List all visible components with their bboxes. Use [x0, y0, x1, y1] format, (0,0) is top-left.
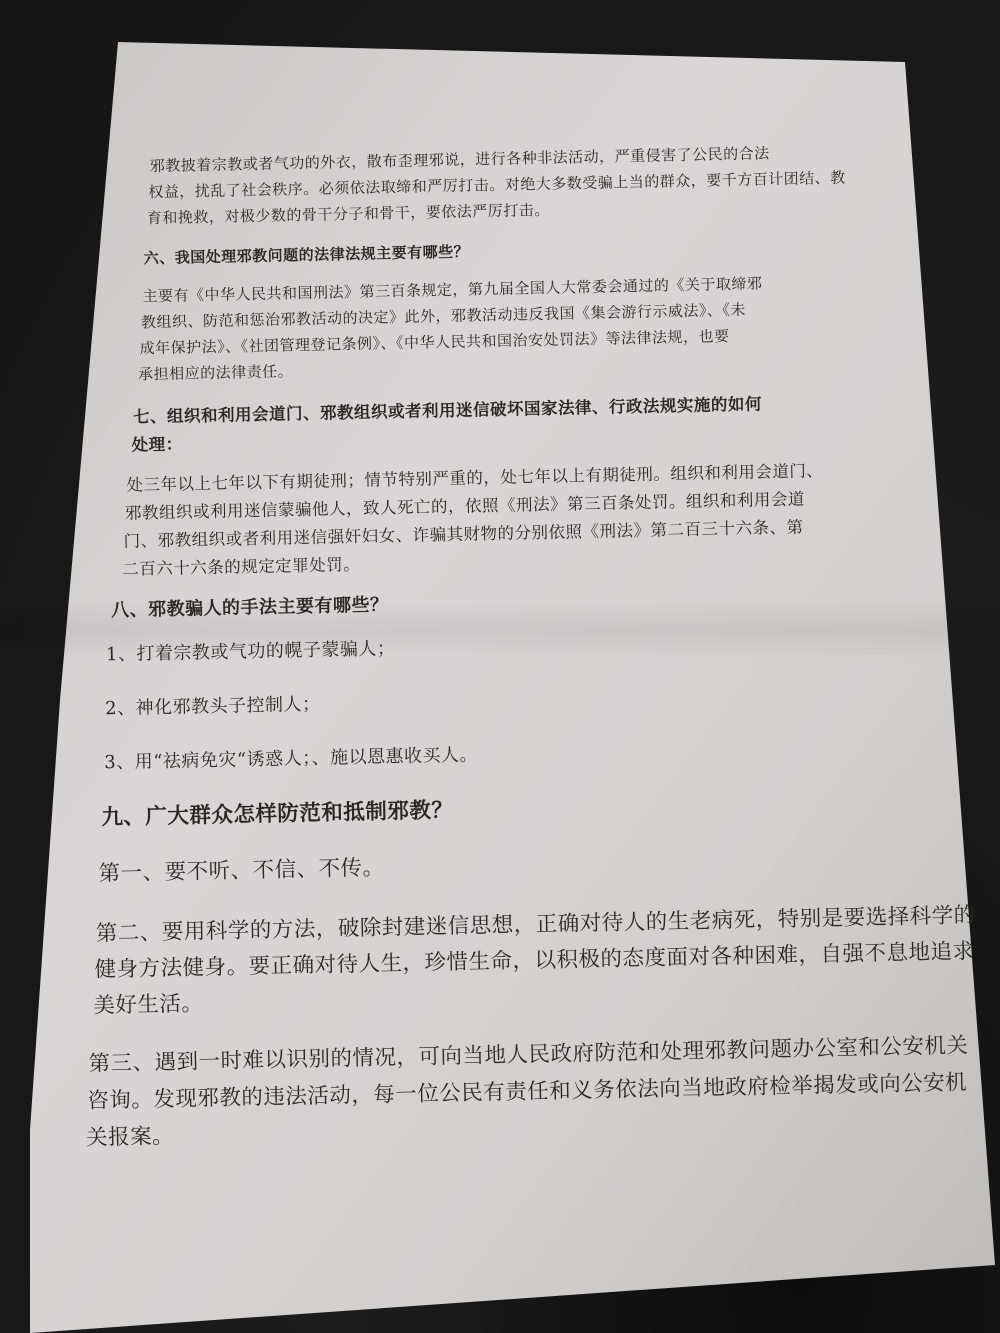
section-8-item-1: 1、打着宗教或气功的幌子蒙骗人；	[105, 638, 396, 666]
section-6-heading: 六、我国处理邪教问题的法律法规主要有哪些？	[143, 242, 470, 268]
section-8-item-2: 2、神化邪教头子控制人；	[104, 693, 321, 720]
section-6-line-4: 承担相应的法律责任。	[137, 362, 294, 384]
section-7-line-1: 处三年以上七年以下有期徒刑；情节特别严重的，处七年以上有期徒刑。组织和利用会道门、	[126, 461, 824, 495]
section-9-point-3-line-3: 关报案。	[85, 1123, 175, 1151]
section-7-line-4: 二百六十六条的规定定罪处罚。	[122, 554, 361, 579]
section-9-point-3-line-1: 第三、遇到一时难以识别的情况，可向当地人民政府防范和处理邪教问题办公室和公安机关	[88, 1033, 969, 1077]
section-7-heading-line-2: 处理：	[131, 434, 183, 455]
section-9-point-3-line-2: 咨询。发现邪教的违法活动，每一位公民有责任和义务依法向当地政府检举揭发或向公安机	[87, 1070, 968, 1114]
intro-line-1: 邪教披着宗教或者气功的外衣，散布歪理邪说，进行各种非法活动，严重侵害了公民的合法	[149, 144, 770, 176]
section-7-heading-line-1: 七、组织和利用会道门、邪教组织或者利用迷信破坏国家法律、行政法规实施的如何	[132, 394, 763, 427]
section-7-line-3: 门、邪教组织或者利用迷信强奸妇女、诈骗其财物的分别依照《刑法》第二百三十六条、第	[123, 517, 804, 551]
section-9-point-2-line-2: 健身方法健身。要正确对待人生，珍惜生命，以积极的态度面对各种困难，自强不息地追求	[94, 939, 975, 983]
section-9-point-2-line-3: 美好生活。	[93, 991, 204, 1019]
section-6-line-2: 教组织、防范和惩治邪教活动的决定》此外，邪教活动违反我国《集会游行示威法》、《未	[140, 300, 747, 332]
section-7-line-2: 邪教组织或利用迷信蒙骗他人，致人死亡的，依照《刑法》第三百条处罚。组织和利用会道	[124, 489, 806, 523]
section-9-heading: 九、广大群众怎样防范和抵制邪教？	[101, 798, 454, 831]
section-9-point-2-line-1: 第二、要用科学的方法，破除封建迷信思想，正确对待人的生老病死，特别是要选择科学的	[95, 903, 976, 947]
section-9-point-1: 第一、要不听、不信、不传。	[98, 855, 385, 887]
section-6-line-1: 主要有《中华人民共和国刑法》第三百条规定，第九届全国人大常委会通过的《关于取缔邪	[142, 274, 763, 306]
section-8-heading: 八、邪教骗人的手法主要有哪些？	[110, 594, 389, 622]
intro-line-2: 权益，扰乱了社会秩序。必须依法取缔和严厉打击。对绝大多数受骗上当的群众，要千方百计团结、教	[148, 168, 846, 202]
section-8-item-3: 3、用“祛病免灾“诱惑人；、施以恩惠收买人。	[104, 744, 479, 774]
intro-line-3: 育和挽救，对极少数的骨干分子和骨干，要依法严厉打击。	[146, 200, 550, 228]
section-6-line-3: 成年保护法》、《社团管理登记条例》、《中华人民共和国治安处罚法》等法律法规，也要	[139, 327, 730, 358]
